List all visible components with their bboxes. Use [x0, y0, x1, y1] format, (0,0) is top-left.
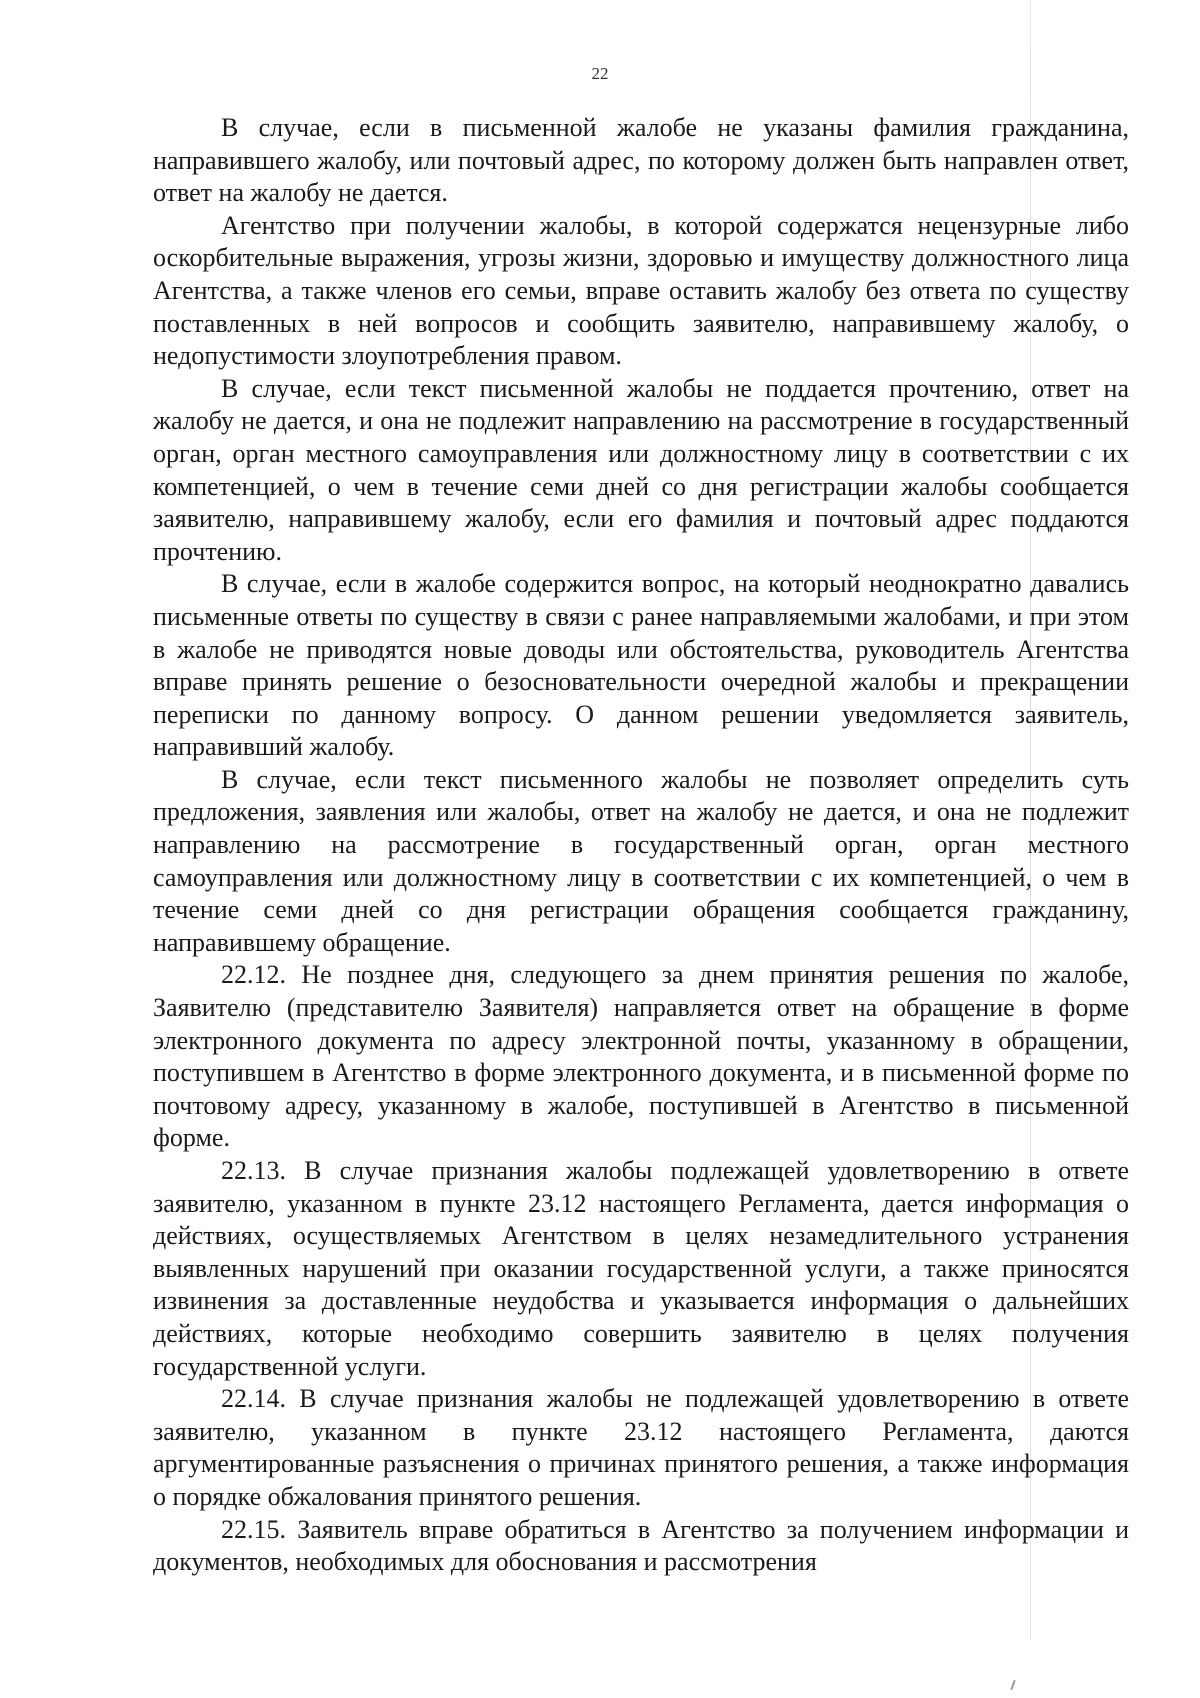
page-number: 22 — [591, 64, 609, 83]
paragraph-1: В случае, если в письменной жалобе не указаны фамилия гражданина, направившего жалобу, или почтовый адрес, по которому должен быть направлен ответ, ответ на жалобу не дается. — [153, 113, 1129, 208]
paragraph-3: В случае, если текст письменной жалобы не поддается прочтению, ответ на жалобу не дается, и она не подлежит направлению на рассмотрение в государственный орган, орган местного самоуправления или должностному лицу в соответствии с их компетенцией, о чем в течение семи дней со дня регистрации жалобы сообщается заявителю, направившему жалобу, если его фамилия и почтовый адрес поддаются прочтению. — [153, 373, 1129, 566]
clause-22-14: 22.14. В случае признания жалобы не подлежащей удовлетворению в ответе заявителю, указанном в пункте 23.12 настоящего Регламента, даются аргументированные разъяснения о причинах принятого решения, а также информация о порядке обжалования принятого решения. — [153, 1384, 1129, 1511]
clause-22-15: 22.15. Заявитель вправе обратиться в Агентство за получением информации и документов, необходимых для обоснования и рассмотрения — [153, 1514, 1129, 1577]
document-body — [153, 112, 1129, 1579]
paragraph-5: В случае, если текст письменного жалобы не позволяет определить суть предложения, заявления или жалобы, ответ на жалобу не дается, и она не подлежит направлению на рассмотрение в государственный орган, орган местного самоуправления или должностному лицу в соответствии с их компетенцией, о чем в течение семи дней со дня регистрации обращения сообщается гражданину, направившему обращение. — [153, 764, 1129, 957]
scan-artifact-mark — [1010, 1680, 1015, 1690]
clause-22-12: 22.12. Не позднее дня, следующего за днем принятия решения по жалобе, Заявителю (представителю Заявителя) направляется ответ на обращение в форме электронного документа по адресу электронной почты, указанному в обращении, поступившем в Агентство в форме электронного документа, и в письменной форме по почтовому адресу, указанному в жалобе, поступившей в Агентство в письменной форме. — [153, 960, 1129, 1153]
clause-22-13: 22.13. В случае признания жалобы подлежащей удовлетворению в ответе заявителю, указанном в пункте 23.12 настоящего Регламента, дается информация о действиях, осуществляемых Агентством в целях незамедлительного устранения выявленных нарушений при оказании государственной услуги, а также приносятся извинения за доставленные неудобства и указывается информация о дальнейших действиях, которые необходимо совершить заявителю в целях получения государственной услуги. — [153, 1156, 1129, 1381]
paragraph-2: Агентство при получении жалобы, в которой содержатся нецензурные либо оскорбительные выражения, угрозы жизни, здоровью и имуществу должностного лица Агентства, а также членов его семьи, вправе оставить жалобу без ответа по существу поставленных в ней вопросов и сообщить заявителю, направившему жалобу, о недопустимости злоупотребления правом. — [153, 210, 1129, 371]
paragraph-4: В случае, если в жалобе содержится вопрос, на который неоднократно давались письменные ответы по существу в связи с ранее направляемыми жалобами, и при этом в жалобе не приводятся новые доводы или обстоятельства, руководитель Агентства вправе принять решение о безосновательности очередной жалобы и прекращении переписки по данному вопросу. О данном решении уведомляется заявитель, направивший жалобу. — [153, 569, 1129, 762]
